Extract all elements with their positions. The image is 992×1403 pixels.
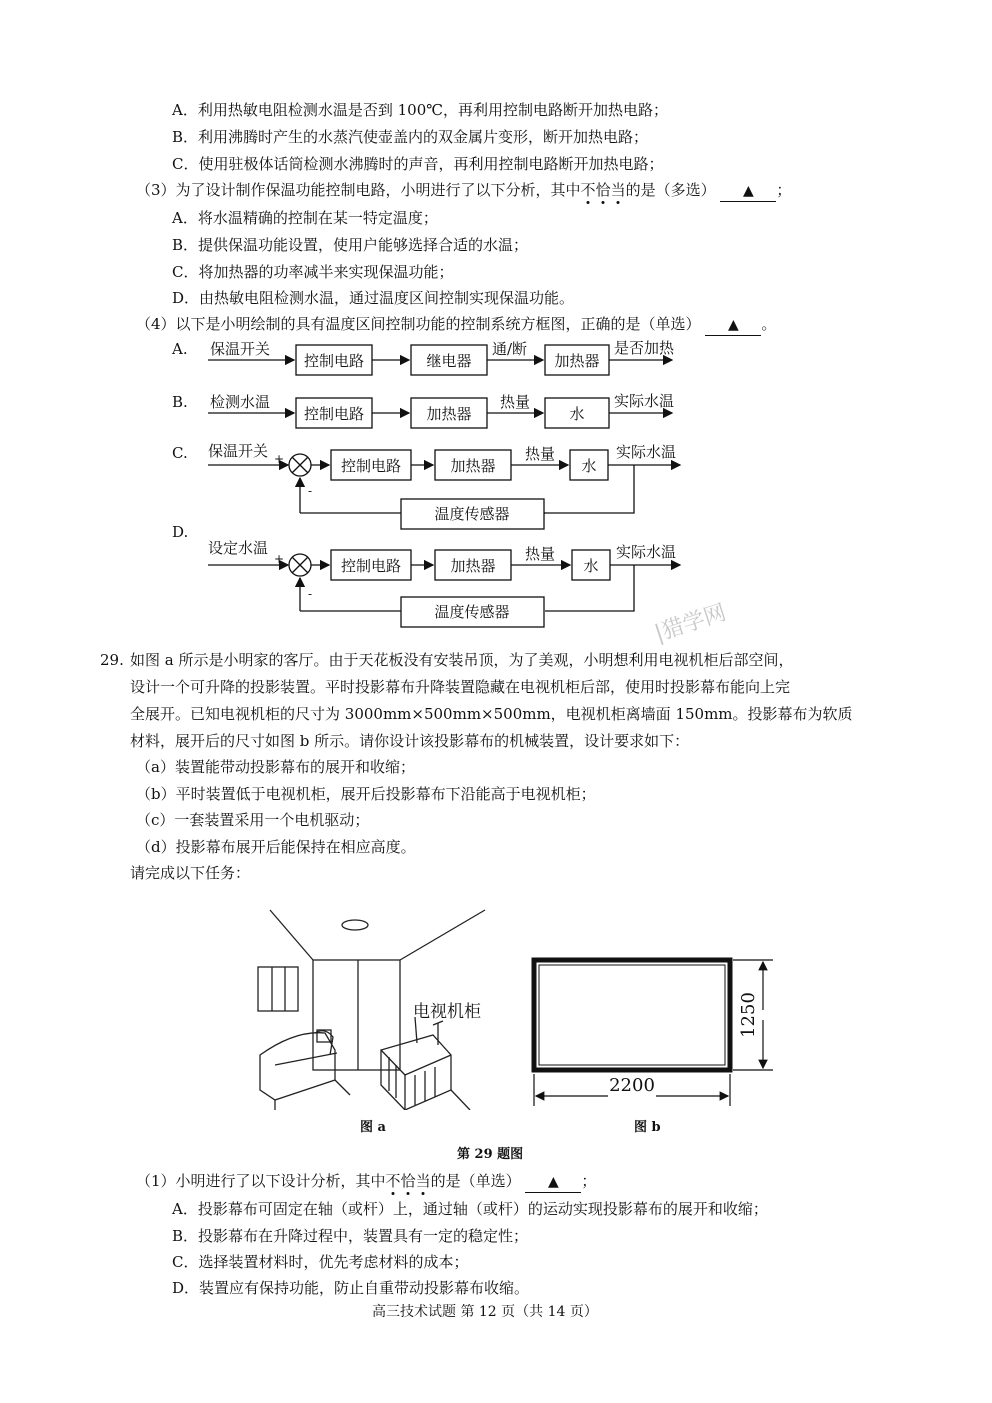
diagram-c-feedback: 温度传感器 bbox=[434, 505, 510, 523]
figure-b-width: 2200 bbox=[609, 1075, 655, 1096]
q29-intro-4: 材料，展开后的尺寸如图 b 所示。请你设计该投影幕布的机械装置，设计要求如下： bbox=[130, 732, 690, 750]
diagram-d-plus: + bbox=[274, 552, 285, 566]
diagram-c-arrow-label: 热量 bbox=[525, 445, 556, 463]
diagram-a-arrow-label: 通/断 bbox=[492, 340, 528, 358]
diagram-c-minus: - bbox=[308, 484, 313, 498]
diagram-b-input: 检测水温 bbox=[210, 393, 271, 411]
diagram-a-block-2: 继电器 bbox=[426, 352, 472, 370]
q29-intro-2: 设计一个可升降的投影装置。平时投影幕布升降装置隐藏在电视机柜后部，使用时投影幕布能向上完 bbox=[130, 678, 791, 696]
diagram-b-block-1: 控制电路 bbox=[303, 405, 365, 423]
q28-2-option-c: C．使用驻极体话筒检测水沸腾时的声音，再利用控制电路断开加热电路； bbox=[172, 155, 664, 173]
figure-caption: 第 29 题图 bbox=[457, 1147, 524, 1162]
diagram-d-label: D. bbox=[172, 523, 189, 541]
diagram-a-block-1: 控制电路 bbox=[303, 352, 365, 370]
q29-1-option-a: A．投影幕布可固定在轴（或杆）上，通过轴（或杆）的运动实现投影幕布的展开和收缩； bbox=[172, 1200, 768, 1218]
diagram-a-label: A. bbox=[172, 340, 188, 358]
diagram-d-block-3: 水 bbox=[583, 557, 599, 575]
figure-a-caption: 图 a bbox=[360, 1120, 386, 1135]
diagram-c-block-3: 水 bbox=[581, 457, 597, 475]
q29-number: 29. bbox=[100, 651, 124, 669]
diagram-c-label: C. bbox=[172, 444, 188, 462]
block-diagrams bbox=[0, 0, 992, 640]
page-footer: 高三技术试题 第 12 页（共 14 页） bbox=[372, 1304, 598, 1320]
answer-blank[interactable]: ▲ bbox=[720, 181, 776, 202]
figure-a-label: 电视机柜 bbox=[413, 1002, 481, 1022]
diagram-d-block-1: 控制电路 bbox=[340, 557, 402, 575]
q29-intro-3: 全展开。已知电视机柜的尺寸为 3000mm×500mm×500mm，电视机柜离墙面 150mm。投影幕布为软质 bbox=[130, 705, 853, 723]
diagram-b-label: B. bbox=[172, 393, 188, 411]
figure-b-caption: 图 b bbox=[634, 1120, 661, 1135]
q28-3-stem: （3）为了设计制作保温功能控制电路，小明进行了以下分析，其中不恰当的是（多选） ▲ ； bbox=[136, 180, 791, 202]
diagram-d-output: 实际水温 bbox=[616, 543, 677, 561]
diagram-d-feedback: 温度传感器 bbox=[434, 603, 510, 621]
diagram-b-output: 实际水温 bbox=[614, 392, 675, 410]
answer-blank[interactable]: ▲ bbox=[525, 1172, 581, 1193]
q28-2-option-a: A．利用热敏电阻检测水温是否到 100℃，再利用控制电路断开加热电路； bbox=[172, 101, 669, 119]
diagram-d-block-2: 加热器 bbox=[450, 557, 496, 575]
diagram-c-input: 保温开关 bbox=[208, 442, 269, 460]
diagram-b-block-3: 水 bbox=[569, 405, 585, 423]
q29-1-option-b: B．投影幕布在升降过程中，装置具有一定的稳定性； bbox=[172, 1227, 529, 1245]
answer-blank[interactable]: ▲ bbox=[705, 315, 761, 336]
q29-intro-1: 如图 a 所示是小明家的客厅。由于天花板没有安装吊顶，为了美观，小明想利用电视机柜后部空间， bbox=[130, 651, 794, 669]
diagram-c-block-1: 控制电路 bbox=[340, 457, 402, 475]
q28-3-option-c: C．将加热器的功率减半来实现保温功能； bbox=[172, 263, 454, 281]
q29-req-a: （a）装置能带动投影幕布的展开和收缩； bbox=[136, 758, 415, 776]
diagram-a-block-3: 加热器 bbox=[554, 352, 600, 370]
q28-3-option-b: B．提供保温功能设置，使用户能够选择合适的水温； bbox=[172, 236, 529, 254]
diagram-d-input: 设定水温 bbox=[208, 539, 269, 557]
q28-4-stem: （4）以下是小明绘制的具有温度区间控制功能的控制系统方框图，正确的是（单选） ▲ 。 bbox=[136, 314, 776, 336]
q29-req-c: （c）一套装置采用一个电机驱动； bbox=[136, 811, 370, 829]
diagram-b-block-2: 加热器 bbox=[426, 405, 472, 423]
diagram-b-arrow-label: 热量 bbox=[500, 393, 531, 411]
figure-b-height: 1250 bbox=[738, 992, 759, 1038]
q29-req-b: （b）平时装置低于电视机柜，展开后投影幕布下沿能高于电视机柜； bbox=[136, 785, 596, 803]
q29-1-option-d: D．装置应有保持功能，防止自重带动投影幕布收缩。 bbox=[172, 1279, 530, 1297]
watermark: |猎学网 bbox=[651, 600, 730, 647]
figure-a-living-room bbox=[255, 905, 515, 1110]
q29-task: 请完成以下任务： bbox=[130, 864, 251, 882]
q29-1-option-c: C．选择装置材料时，优先考虑材料的成本； bbox=[172, 1253, 469, 1271]
diagram-a-output: 是否加热 bbox=[614, 339, 675, 357]
diagram-c-output: 实际水温 bbox=[616, 443, 677, 461]
q29-1-stem: （1）小明进行了以下设计分析，其中不恰当的是（单选） ▲ ； bbox=[136, 1171, 596, 1193]
q28-2-option-b: B．利用沸腾时产生的水蒸汽使壶盖内的双金属片变形，断开加热电路； bbox=[172, 128, 649, 146]
diagram-a-input: 保温开关 bbox=[210, 340, 271, 358]
diagram-c-block-2: 加热器 bbox=[450, 457, 496, 475]
q29-req-d: （d）投影幕布展开后能保持在相应高度。 bbox=[136, 838, 416, 856]
figure-b-screen bbox=[528, 950, 788, 1120]
diagram-c-plus: + bbox=[274, 452, 285, 466]
diagram-d-arrow-label: 热量 bbox=[525, 545, 556, 563]
q28-3-option-d: D．由热敏电阻检测水温，通过温度区间控制实现保温功能。 bbox=[172, 289, 575, 307]
diagram-d-minus: - bbox=[308, 587, 313, 601]
q28-3-option-a: A．将水温精确的控制在某一特定温度； bbox=[172, 209, 438, 227]
